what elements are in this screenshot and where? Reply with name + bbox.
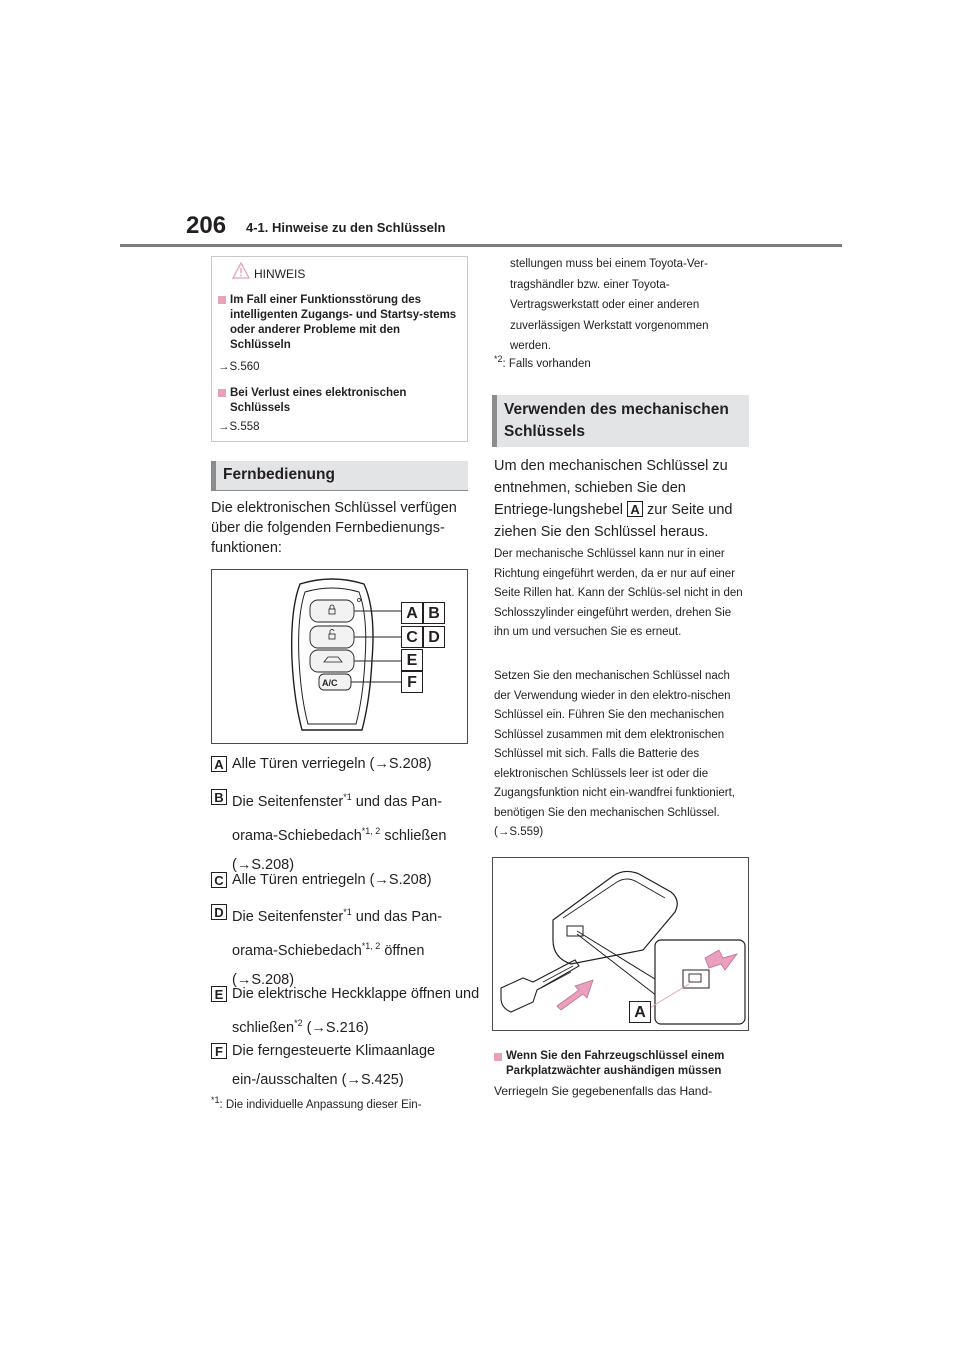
bullet-square-icon — [218, 389, 226, 397]
mechanical-key-illustration — [493, 858, 749, 1031]
notice-title: HINWEIS — [254, 267, 306, 281]
footnote-1: $^{*1}$: Die individuelle Anpassung dieser Ein- — [211, 1095, 422, 1111]
remote-intro: Die elektronischen Schlüssel verfügen über die folgenden Fernbedienungs-funktionen: — [211, 500, 457, 556]
remote-key-figure — [211, 569, 468, 744]
function-item-e: E Die elektrische Heckklappe öffnen und schließen$^{*2}$ (→S.216) — [211, 980, 482, 1043]
valet-heading: Wenn Sie den Fahrzeugschlüssel einem Parkplatzwächter aushändigen müssen — [506, 1050, 725, 1077]
bullet-square-icon — [494, 1053, 502, 1061]
warning-icon — [232, 262, 250, 279]
heading-underline — [211, 490, 468, 491]
valet-text: Verriegeln Sie gegebenenfalls das Hand- — [494, 1084, 713, 1098]
notice-ref: →S.558 — [218, 421, 260, 433]
footnote-2: $^{*2}$: Falls vorhanden — [494, 354, 591, 370]
section-heading-remote: Fernbedienung — [211, 461, 468, 491]
mechanical-intro: Um den mechanischen Schlüssel zu entnehmen, schieben Sie den Entriege-lungshebel A zur Seite und ziehen Sie den Schlüssel heraus. — [494, 458, 733, 540]
callout-c: C — [401, 626, 423, 648]
function-item-b: B Die Seitenfenster$^{*1}$ und das Pan-orama-Schiebedach$^{*1, 2}$ schließen (→S.208) — [211, 783, 482, 880]
mechanical-key-figure — [492, 857, 749, 1031]
mechanical-para-1: Der mechanische Schlüssel kann nur in einer Richtung eingeführt werden, da er nur auf einer Seite Rillen hat. Kann der Schlüs-sel nicht in den Schlosszylinder eingeführt werden, drehen Sie ihn um und versuchen Sie es erneut. — [494, 548, 743, 638]
remote-key-illustration — [212, 570, 468, 744]
function-item-d: D Die Seitenfenster$^{*1}$ und das Pan-orama-Schiebedach$^{*1, 2}$ öffnen (→S.208) — [211, 898, 482, 995]
function-item-c: C Alle Türen entriegeln (→S.208) — [211, 866, 482, 895]
callout-b: B — [423, 602, 445, 624]
callout-a: A — [401, 602, 423, 624]
callout-release-lever: A — [629, 1001, 651, 1023]
notice-ref: →S.560 — [218, 361, 260, 373]
notice-box — [211, 256, 468, 442]
callout-d: D — [423, 626, 445, 648]
chapter-title: 4-1. Hinweise zu den Schlüsseln — [246, 220, 446, 235]
footnote-1-continued: stellungen muss bei einem Toyota-Ver-tragshändler bzw. einer Toyota-Vertragswerkstatt oder einer anderen zuverlässigen Werkstatt vorgenommen werden. — [510, 258, 709, 352]
inline-callout-a: A — [627, 501, 643, 517]
notice-item: Im Fall einer Funktionsstörung des intelligenten Zugangs- und Startsy-stems oder anderer Probleme mit den Schlüsseln — [218, 293, 458, 353]
callout-e: E — [401, 649, 423, 671]
function-item-a: A Alle Türen verriegeln (→S.208) — [211, 750, 482, 779]
notice-item: Bei Verlust eines elektronischen Schlüssels — [218, 386, 458, 416]
function-item-f: F Die ferngesteuerte Klimaanlage ein-/ausschalten (→S.425) — [211, 1037, 482, 1095]
header-rule — [120, 244, 842, 247]
bullet-square-icon — [218, 296, 226, 304]
mechanical-para-2: Setzen Sie den mechanischen Schlüssel nach der Verwendung wieder in den elektro-nischen Schlüssel ein. Führen Sie den mechanischen Schlüssel zusammen mit dem elektronischen Schlüssel mit sich. Falls die Batterie des elektronischen Schlüssels leer ist oder die Zugangsfunktion nicht ein-wandfrei funktioniert, benötigen Sie den mechanischen Schlüssel. (→S.559) — [494, 670, 736, 838]
ac-button-label: A/C — [322, 678, 338, 688]
page-number: 206 — [186, 212, 227, 239]
callout-f: F — [401, 671, 423, 693]
section-heading-mechanical: Verwenden des mechanischen Schlüssels — [492, 395, 749, 447]
